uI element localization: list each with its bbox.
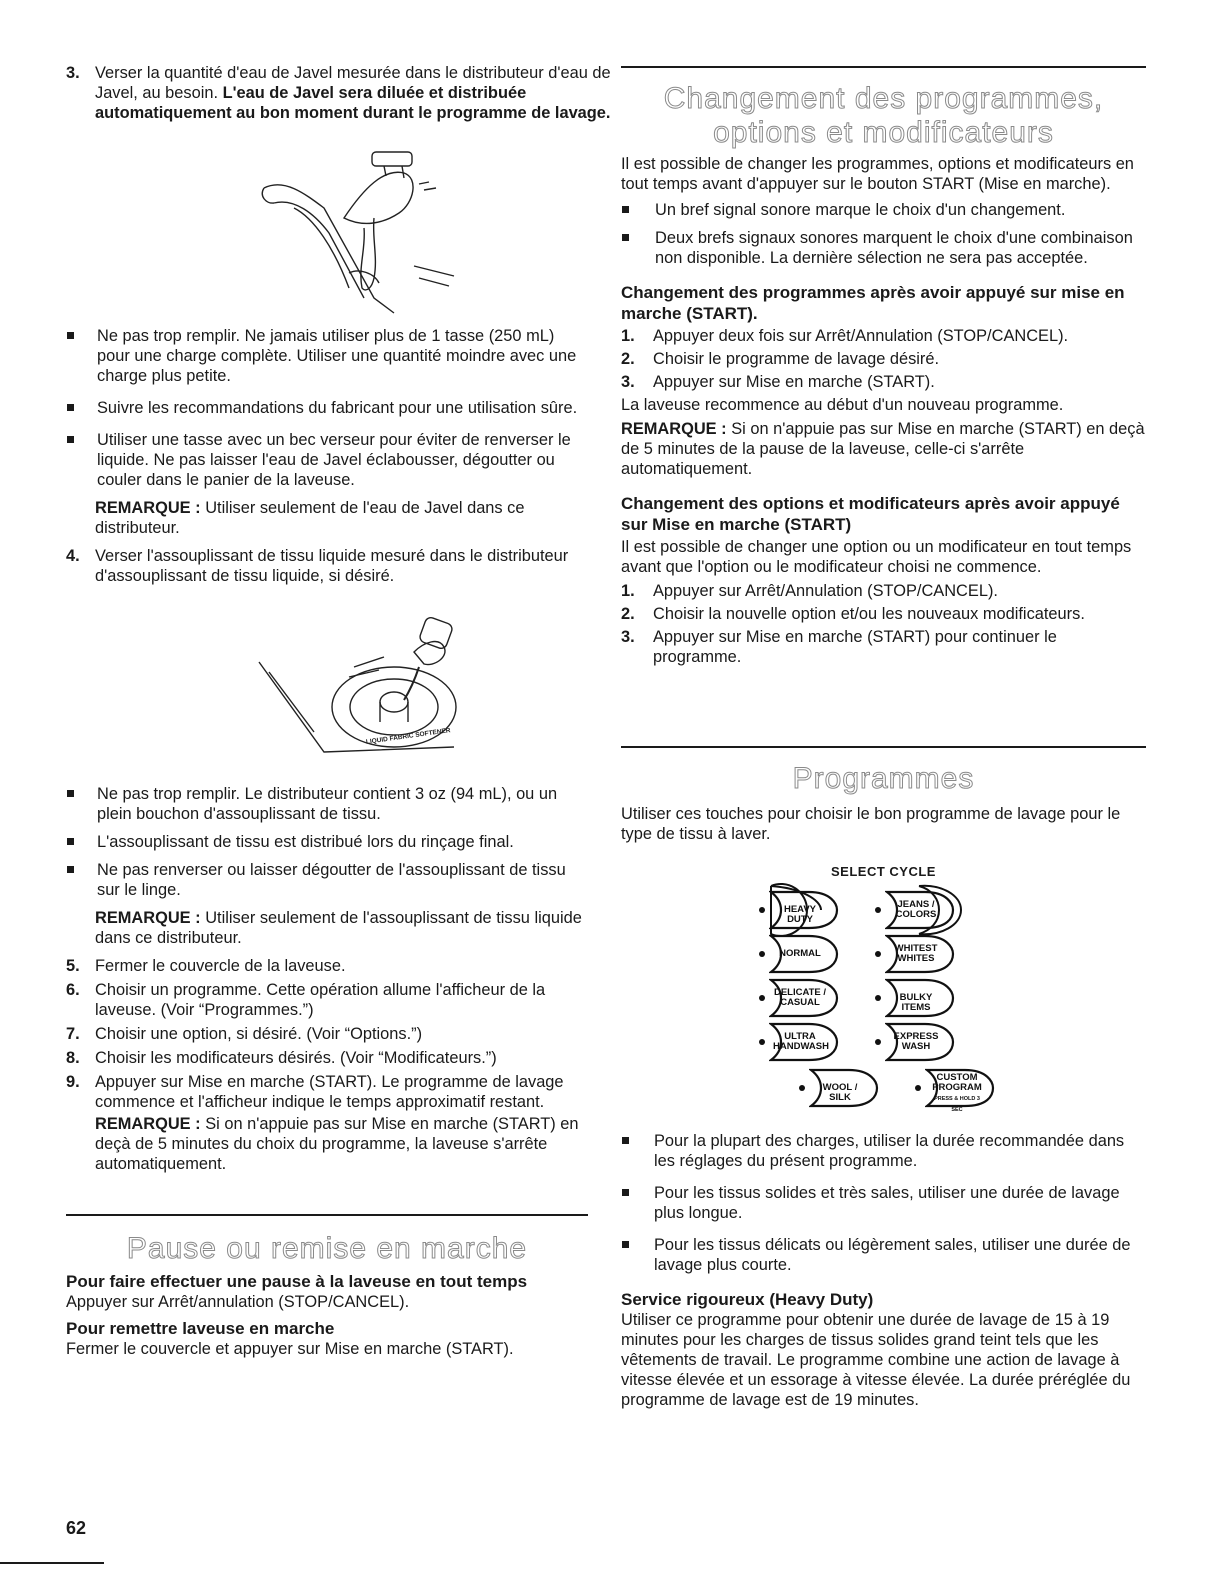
bleach-bullets <box>66 326 588 586</box>
step-number: 3. <box>621 373 635 391</box>
intro-text: Il est possible de changer une option ou un modificateur en tout temps avant que l'option ou le modificateur choisi ne commence. <box>621 538 1132 576</box>
step-number: 4. <box>66 547 80 565</box>
step-text: Choisir les modificateurs désirés. (Voir “Modificateurs.”) <box>95 1049 497 1067</box>
step-number: 9. <box>66 1073 80 1091</box>
step-text: Appuyer deux fois sur Arrêt/Annulation (STOP/CANCEL). <box>653 327 1069 345</box>
bullet-item: Pour les tissus délicats ou légèrement sales, utiliser une durée de lavage plus courte. <box>621 1235 1146 1275</box>
indicator-light <box>875 1039 881 1045</box>
intro-text: Il est possible de changer les programmes, options et modificateurs en tout temps avant d'appuyer sur le bouton START (Mise en marche). <box>621 155 1134 193</box>
indicator-light <box>759 907 765 913</box>
cycle-label: BULKY ITEMS <box>899 992 933 1013</box>
cycle-wool-silk-button[interactable] <box>799 1066 919 1110</box>
bullet-item: L'assouplissant de tissu est distribué lors du rinçage final. <box>66 832 588 852</box>
cycle-custom-program-button[interactable] <box>915 1066 1035 1113</box>
change-section-header-line1: Changement des programmes, <box>663 82 1104 115</box>
change-section <box>621 154 1146 667</box>
indicator-light <box>875 995 881 1001</box>
programmes-header: Programmes <box>792 762 975 795</box>
step-number: 7. <box>66 1025 80 1043</box>
cycle-label: CUSTOM PROGRAM PRESS & HOLD 3 SEC <box>932 1072 982 1113</box>
cycle-jeans-colors-button[interactable] <box>875 888 995 932</box>
step-text: Verser l'assouplissant de tissu liquide mesuré dans le distributeur d'assouplissant de tissu liquide, si désiré. <box>95 547 569 585</box>
note-text: Utiliser seulement de l'eau de Javel dans ce distributeur. <box>95 499 525 537</box>
programmes-intro: Utiliser ces touches pour choisir le bon programme de lavage pour le type de tissu à laver. <box>621 805 1121 843</box>
subheading: Changement des programmes après avoir appuyé sur mise en marche (START). <box>621 283 1125 323</box>
bleach-pour-illustration <box>254 148 464 316</box>
step-text: Verser la quantité d'eau de Javel mesurée dans le distributeur d'eau de Javel, au besoin. <box>95 64 611 102</box>
note-label: REMARQUE : <box>95 1115 201 1133</box>
bullet-item: Pour la plupart des charges, utiliser la durée recommandée dans les réglages du présent programme. <box>621 1131 1146 1171</box>
step-bold-text: L'eau de Javel sera diluée et distribuée automatiquement au bon moment durant le programme de lavage. <box>95 84 611 122</box>
bullet-item: Pour les tissus solides et très sales, utiliser une durée de lavage plus longue. <box>621 1183 1146 1223</box>
step-text: Choisir la nouvelle option et/ou les nouveaux modificateurs. <box>653 605 1085 623</box>
note <box>621 419 1146 479</box>
bullet-item: Ne pas trop remplir. Le distributeur contient 3 oz (94 mL), ou un plein bouchon d'assouplissant de tissu. <box>66 784 588 824</box>
section-divider <box>66 1214 588 1216</box>
pause-subheading: Pour faire effectuer une pause à la laveuse en tout temps <box>66 1272 528 1291</box>
softener-dispenser-illustration <box>254 612 474 760</box>
step-text: Appuyer sur Mise en marche (START) pour continuer le programme. <box>653 628 1057 666</box>
step-text: Choisir une option, si désiré. (Voir “Options.”) <box>95 1025 423 1043</box>
indicator-light <box>875 907 881 913</box>
cycle-label: DELICATE / CASUAL <box>773 987 827 1008</box>
step-7 <box>66 1024 588 1044</box>
bullet-item: Utiliser une tasse avec un bec verseur pour éviter de renverser le liquide. Ne pas laisser l'eau de Javel éclabousser, dégoutter ou couler dans le panier de la laveuse. <box>66 430 588 490</box>
indicator-light <box>915 1085 921 1091</box>
pause-section <box>66 1271 588 1359</box>
indicator-light <box>759 1039 765 1045</box>
bullet-item: Ne pas renverser ou laisser dégoutter de l'assouplissant de tissu sur le linge. <box>66 860 588 900</box>
step-number: 5. <box>66 957 80 975</box>
bullet-item: Un bref signal sonore marque le choix d'un changement. <box>621 200 1146 220</box>
step-1 <box>621 326 1146 346</box>
step-9 <box>66 1072 588 1112</box>
step-2 <box>621 604 1146 624</box>
select-cycle-title: SELECT CYCLE <box>831 864 936 879</box>
cycle-label: JEANS / COLORS <box>895 899 937 920</box>
cycle-normal-button[interactable] <box>759 932 879 976</box>
cycle-label: NORMAL <box>779 948 821 959</box>
step-3 <box>621 372 1146 392</box>
step-number: 2. <box>621 350 635 368</box>
note-label: REMARQUE : <box>95 909 201 927</box>
step-text: Choisir le programme de lavage désiré. <box>653 350 940 368</box>
step-5 <box>66 956 588 976</box>
step-6 <box>66 980 588 1020</box>
indicator-light <box>799 1085 805 1091</box>
step-number: 1. <box>621 327 635 345</box>
softener-bullets <box>66 784 588 1174</box>
step-8 <box>66 1048 588 1068</box>
cycle-heavy-duty-button[interactable] <box>759 888 879 932</box>
change-section-header-line2: options et modificateurs <box>713 116 1054 149</box>
bullet-item: Deux brefs signaux sonores marquent le choix d'une combinaison non disponible. La dernière sélection ne sera pas acceptée. <box>621 228 1146 268</box>
section-divider <box>621 746 1146 748</box>
footer-rule <box>0 1562 104 1564</box>
step-number: 8. <box>66 1049 80 1067</box>
heavy-duty-title: Service rigoureux (Heavy Duty) <box>621 1290 874 1309</box>
cycle-label: HEAVY DUTY <box>783 904 817 925</box>
cycle-bulky-items-button[interactable] <box>875 976 995 1020</box>
cycle-label: ULTRA HANDWASH <box>773 1031 829 1052</box>
step-number: 1. <box>621 582 635 600</box>
note-text: Si on n'appuie pas sur Mise en marche (START) en deçà de 5 minutes du choix du programme, la laveuse s'arrête automatiquement. <box>95 1115 579 1173</box>
note-label: REMARQUE : <box>621 420 727 438</box>
heavy-duty-text: Utiliser ce programme pour obtenir une durée de lavage de 15 à 19 minutes pour les charges de tissus solides grand teint tels que les vêtements de travail. Le programme combine une action de lavage à vitesse élevée et un essorage à vitesse élevée. La durée préréglée du programme de lavage est de 19 minutes. <box>621 1311 1131 1409</box>
step-text: Choisir un programme. Cette opération allume l'afficheur de la laveuse. (Voir “Programmes.”) <box>95 981 546 1019</box>
cycle-ultra-handwash-button[interactable] <box>759 1020 879 1064</box>
indicator-light <box>759 951 765 957</box>
cycle-delicate-casual-button[interactable] <box>759 976 879 1020</box>
step-text: Appuyer sur Mise en marche (START). Le programme de lavage commence et l'afficheur indique le temps approximatif restant. <box>95 1073 564 1111</box>
dispenser-label: LIQUID FABRIC SOFTENER <box>365 727 451 746</box>
step-number: 3. <box>66 64 80 82</box>
step-text: Appuyer sur Mise en marche (START). <box>653 373 935 391</box>
cycle-express-wash-button[interactable] <box>875 1020 995 1064</box>
resume-text: Fermer le couvercle et appuyer sur Mise en marche (START). <box>66 1340 514 1358</box>
resume-subheading: Pour remettre laveuse en marche <box>66 1319 335 1338</box>
step-4 <box>66 546 588 586</box>
step-number: 3. <box>621 628 635 646</box>
note-text: Utiliser seulement de l'assouplissant de tissu liquide dans ce distributeur. <box>95 909 582 947</box>
note <box>66 498 588 538</box>
pause-section-header: Pause ou remise en marche <box>126 1232 528 1265</box>
cycle-bullets <box>621 1131 1146 1410</box>
step-text: Appuyer sur Arrêt/Annulation (STOP/CANCEL). <box>653 582 998 600</box>
subheading: Changement des options et modificateurs après avoir appuyé sur Mise en marche (START) <box>621 494 1120 534</box>
pause-text: Appuyer sur Arrêt/annulation (STOP/CANCEL). <box>66 1293 410 1311</box>
cycle-button-grid <box>621 880 1146 1120</box>
step-number: 6. <box>66 981 80 999</box>
cycle-whitest-whites-button[interactable] <box>875 932 995 976</box>
step-3 <box>66 63 617 123</box>
section-divider <box>621 66 1146 68</box>
indicator-light <box>759 995 765 1001</box>
note <box>66 1114 588 1174</box>
step-1 <box>621 581 1146 601</box>
step-number: 2. <box>621 605 635 623</box>
page-number: 62 <box>66 1518 87 1538</box>
cycle-label: EXPRESS WASH <box>893 1031 939 1052</box>
note-label: REMARQUE : <box>95 499 201 517</box>
bullet-item: Suivre les recommandations du fabricant pour une utilisation sûre. <box>66 398 588 418</box>
step-text: Fermer le couvercle de la laveuse. <box>95 957 346 975</box>
note-text: Si on n'appuie pas sur Mise en marche (START) en deçà de 5 minutes de la pause de la laveuse, celle-ci s'arrête automatiquement. <box>621 420 1145 478</box>
indicator-light <box>875 951 881 957</box>
note <box>66 908 588 948</box>
cycle-label: WHITEST WHITES <box>894 943 938 964</box>
cycle-label: WOOL / SILK <box>822 1082 858 1103</box>
restart-text: La laveuse recommence au début d'un nouveau programme. <box>621 396 1064 414</box>
step-2 <box>621 349 1146 369</box>
bullet-item: Ne pas trop remplir. Ne jamais utiliser plus de 1 tasse (250 mL) pour une charge complète. Utiliser une quantité moindre avec une charge plus petite. <box>66 326 588 386</box>
step-3 <box>621 627 1146 667</box>
